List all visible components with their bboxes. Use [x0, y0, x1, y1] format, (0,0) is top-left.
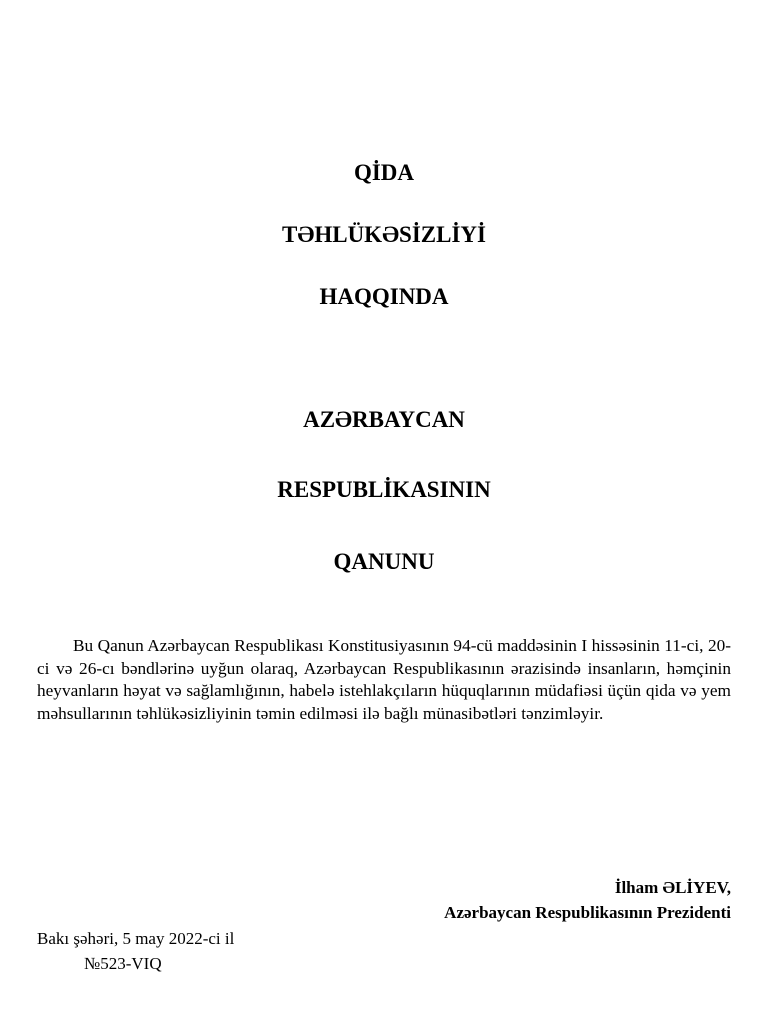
- subtitle-line-3: QANUNU: [333, 549, 435, 574]
- signatory-position: Azərbaycan Respublikasının Prezidenti: [444, 903, 731, 922]
- preamble-paragraph: Bu Qanun Azərbaycan Respublikası Konstitusiyasının 94-cü maddəsinin I hissəsinin 11-ci, 20-ci və 26-cı bəndlərinə uyğun olaraq, Azərbaycan Respublikasının ərazisində insanların, həmçinin heyvanların həyat və sağlamlığının, habelə istehlakçıların hüquqlarının müdafiəsi üçün qida və yem məhsullarının təhlükəsizliyinin təmin edilməsi ilə bağlı münasibətləri tənzimləyir.: [37, 636, 731, 724]
- subtitle-line-1: AZƏRBAYCAN: [303, 407, 465, 432]
- title-line-1: QİDA: [353, 160, 415, 185]
- place-date: Bakı şəhəri, 5 may 2022-ci il: [37, 929, 235, 948]
- title-line-2: TƏHLÜKƏSİZLİYİ: [282, 222, 486, 247]
- law-number: №523-VIQ: [84, 954, 162, 973]
- signatory-name: İlham ƏLİYEV,: [614, 878, 731, 897]
- title-line-3: HAQQINDA: [319, 284, 449, 309]
- subtitle-line-2: RESPUBLİKASININ: [277, 477, 491, 502]
